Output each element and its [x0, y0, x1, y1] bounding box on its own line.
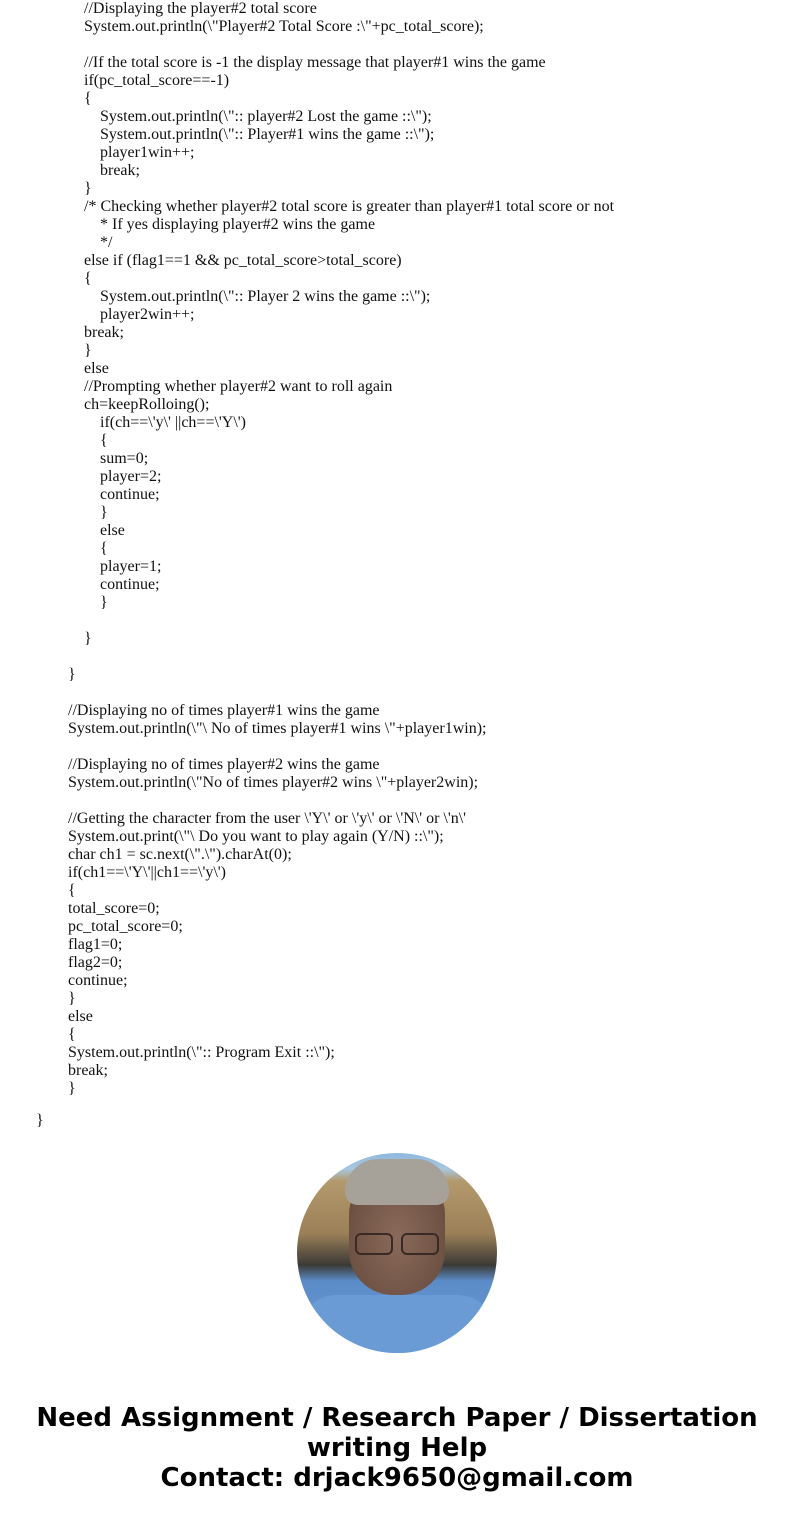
code-line: player1win++;: [100, 144, 195, 161]
code-line: else: [100, 522, 125, 539]
code-line: player=2;: [100, 468, 162, 485]
promo-line-2: writing Help: [306, 1433, 488, 1463]
code-line: //Getting the character from the user \'Y\' or \'y\' or \'N\' or \'n\': [68, 810, 467, 827]
code-line: }: [68, 1080, 76, 1097]
code-line: }: [84, 180, 92, 197]
code-line: }: [68, 666, 76, 683]
code-line: player2win++;: [100, 306, 195, 323]
code-line: char ch1 = sc.next(\".\").charAt(0);: [68, 846, 292, 863]
code-line: if(pc_total_score==-1): [84, 72, 230, 89]
code-line: //Displaying the player#2 total score: [84, 0, 317, 17]
promo-banner: [0, 1403, 794, 1493]
code-line: break;: [84, 324, 124, 341]
code-line: //If the total score is -1 the display message that player#1 wins the game: [84, 54, 546, 71]
code-line: System.out.println(\":: Player 2 wins the game ::\");: [100, 288, 431, 305]
promo-line-1: Need Assignment / Research Paper / Dissertation: [36, 1403, 758, 1433]
code-line: }: [100, 504, 108, 521]
code-line: }: [84, 630, 92, 647]
code-line: break;: [100, 162, 140, 179]
code-line: ch=keepRolloing();: [84, 396, 210, 413]
author-avatar: [297, 1153, 497, 1353]
code-line: {: [100, 540, 108, 557]
code-line: {: [84, 270, 92, 287]
code-line: if(ch==\'y\' ||ch==\'Y\'): [100, 414, 246, 431]
code-line: //Prompting whether player#2 want to roll again: [84, 378, 393, 395]
code-line: }: [68, 990, 76, 1007]
code-line: //Displaying no of times player#1 wins the game: [68, 702, 380, 719]
code-line: continue;: [100, 486, 160, 503]
code-line: System.out.println(\":: Program Exit ::\");: [68, 1044, 335, 1061]
code-line: System.out.println(\"No of times player#2 wins \"+player2win);: [68, 774, 479, 791]
code-line: {: [68, 882, 76, 899]
code-line: System.out.println(\"\ No of times player#1 wins \"+player1win);: [68, 720, 487, 737]
code-line: System.out.print(\"\ Do you want to play again (Y/N) ::\");: [68, 828, 444, 845]
code-line: * If yes displaying player#2 wins the game: [100, 216, 376, 233]
code-line: {: [100, 432, 108, 449]
code-line: else if (flag1==1 && pc_total_score>total_score): [84, 252, 402, 269]
code-line: else: [84, 360, 109, 377]
code-line: System.out.println(\":: Player#1 wins the game ::\");: [100, 126, 435, 143]
code-line: continue;: [100, 576, 160, 593]
code-line: /* Checking whether player#2 total score is greater than player#1 total score or not: [84, 198, 615, 215]
avatar-shirt: [297, 1295, 497, 1353]
code-line: //Displaying no of times player#2 wins the game: [68, 756, 380, 773]
code-line: {: [68, 1026, 76, 1043]
code-line: {: [84, 90, 92, 107]
code-line: flag2=0;: [68, 954, 123, 971]
avatar-glasses-right: [401, 1233, 439, 1255]
code-line: break;: [68, 1062, 108, 1079]
promo-contact: Contact: drjack9650@gmail.com: [160, 1463, 634, 1493]
code-line: pc_total_score=0;: [68, 918, 183, 935]
code-line: total_score=0;: [68, 900, 160, 917]
code-line: sum=0;: [100, 450, 149, 467]
code-line: */: [100, 234, 113, 251]
code-line: flag1=0;: [68, 936, 123, 953]
code-line: else: [68, 1008, 93, 1025]
code-line: }: [84, 342, 92, 359]
code-line: continue;: [68, 972, 128, 989]
code-line: System.out.println(\"Player#2 Total Score :\"+pc_total_score);: [84, 18, 484, 35]
code-line: player=1;: [100, 558, 162, 575]
avatar-glasses-left: [355, 1233, 393, 1255]
code-line: }: [100, 594, 108, 611]
avatar-hair: [345, 1159, 449, 1205]
code-line: System.out.println(\":: player#2 Lost the game ::\");: [100, 108, 432, 125]
code-line: if(ch1==\'Y\'||ch1==\'y\'): [68, 864, 226, 881]
code-line: }: [36, 1112, 44, 1129]
